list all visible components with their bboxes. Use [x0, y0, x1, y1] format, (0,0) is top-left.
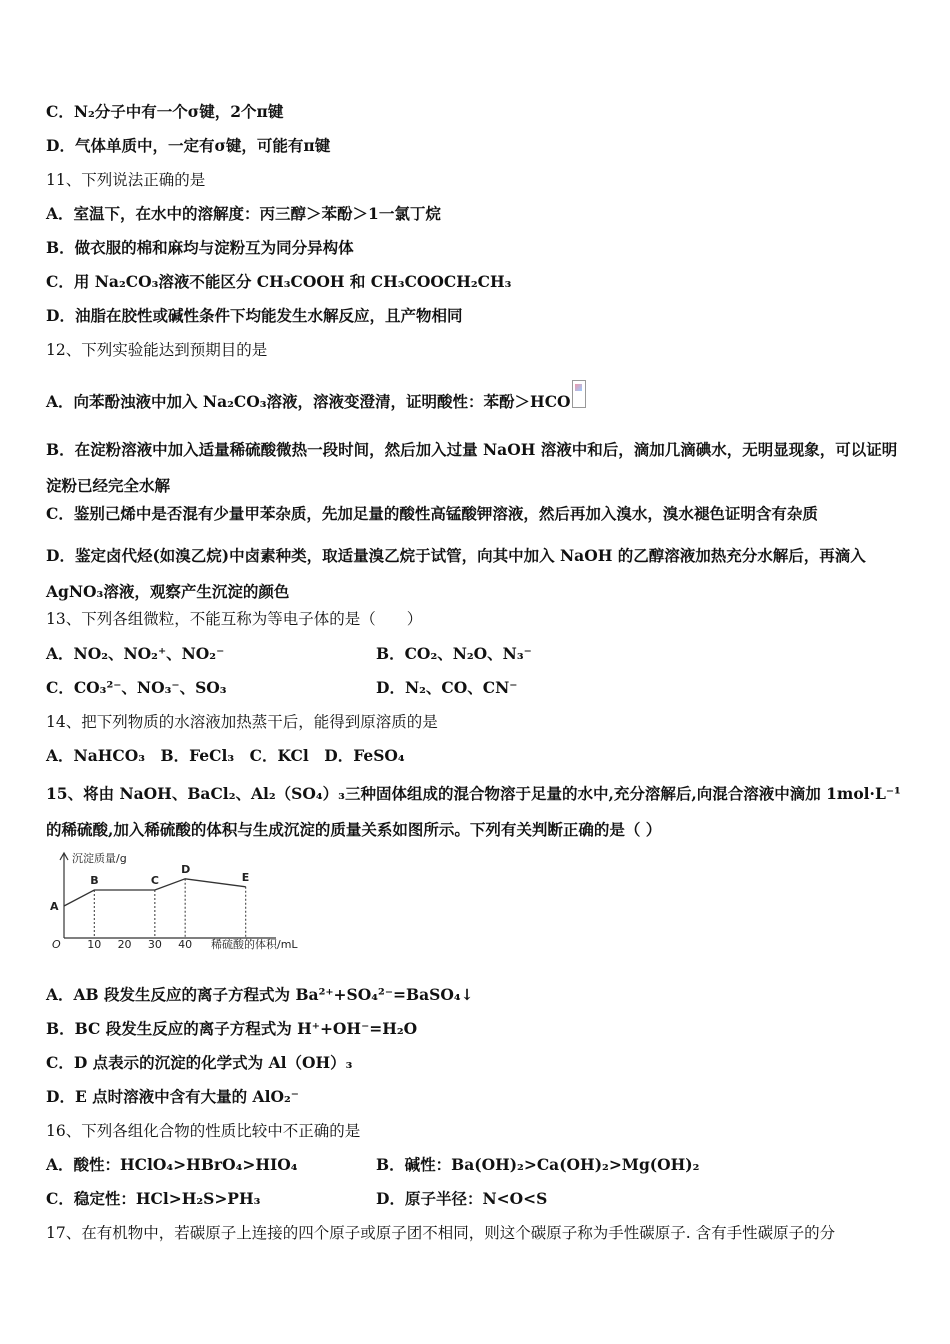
question-13: 13、下列各组微粒，不能互称为等电子体的是（ ）: [46, 610, 423, 628]
option-16a: A．酸性：HClO₄>HBrO₄>HIO₄: [46, 1155, 298, 1174]
x-tick-20: 20: [117, 938, 132, 951]
option-13a: A．NO₂、NO₂⁺、NO₂⁻: [46, 644, 225, 663]
y-axis-label: 沉淀质量/g: [72, 852, 127, 865]
x-tick-40: 40: [178, 938, 193, 951]
origin-label: O: [52, 938, 61, 951]
point-label-c: C: [150, 874, 159, 887]
option-11a: A．室温下，在水中的溶解度：丙三醇＞苯酚＞1一氯丁烷: [46, 204, 441, 223]
option-15d: D．E 点时溶液中含有大量的 AlO₂⁻: [46, 1087, 299, 1106]
point-label-a: A: [50, 900, 59, 913]
question-14: 14、把下列物质的水溶液加热蒸干后，能得到原溶质的是: [46, 713, 438, 731]
option-12b: B．在淀粉溶液中加入适量稀硫酸微热一段时间，然后加入过量 NaOH 溶液中和后，滴加几滴碘水，无明显现象，可以证明淀粉已经完全水解: [46, 440, 898, 495]
x-tick-10: 10: [87, 938, 102, 951]
options-14: A．NaHCO₃ B．FeCl₃ C．KCl D．FeSO₄: [46, 746, 405, 765]
option-13b: B．CO₂、N₂O、N₃⁻: [376, 644, 532, 663]
option-12a-text: A．向苯酚浊液中加入 Na₂CO₃溶液，溶液变澄清，证明酸性：苯酚＞HCO: [46, 392, 571, 411]
option-11c: C．用 Na₂CO₃溶液不能区分 CH₃COOH 和 CH₃COOCH₂CH₃: [46, 272, 512, 291]
option-12c: C．鉴别己烯中是否混有少量甲苯杂质，先加足量的酸性高锰酸钾溶液，然后再加入溴水，溴水褪色证明含有杂质: [46, 504, 818, 523]
point-label-e: E: [241, 870, 250, 884]
option-11b: B．做衣服的棉和麻均与淀粉互为同分异构体: [46, 238, 354, 257]
question-17: 17、在有机物中，若碳原子上连接的四个原子或原子团不相同，则这个碳原子称为手性碳原子. 含有手性碳原子的分: [46, 1224, 836, 1242]
option-16b: B．碱性：Ba(OH)₂>Ca(OH)₂>Mg(OH)₂: [376, 1155, 700, 1174]
broken-image-icon: [572, 380, 586, 408]
point-label-b: B: [90, 874, 99, 887]
option-12d: D．鉴定卤代烃(如溴乙烷)中卤素种类，取适量溴乙烷于试管，向其中加入 NaOH 的乙醇溶液加热充分水解后，再滴入 AgNO₃溶液，观察产生沉淀的颜色: [46, 546, 866, 601]
option-16d: D．原子半径：N<O<S: [376, 1189, 548, 1208]
x-tick-30: 30: [147, 938, 162, 951]
option-13d: D．N₂、CO、CN⁻: [376, 678, 518, 697]
question-16: 16、下列各组化合物的性质比较中不正确的是: [46, 1122, 361, 1140]
option-10c: C．N₂分子中有一个σ键，2个π键: [46, 102, 284, 121]
question-11: 11、下列说法正确的是: [46, 171, 206, 189]
option-11d: D．油脂在胶性或碱性条件下均能发生水解反应，且产物相同: [46, 306, 463, 325]
precipitate-chart: [46, 848, 346, 953]
question-12: 12、下列实验能达到预期目的是: [46, 341, 268, 359]
option-15a: A．AB 段发生反应的离子方程式为 Ba²⁺+SO₄²⁻=BaSO₄↓: [46, 985, 474, 1004]
option-10d: D．气体单质中，一定有σ键，可能有π键: [46, 136, 331, 155]
option-15b: B．BC 段发生反应的离子方程式为 H⁺+OH⁻=H₂O: [46, 1019, 418, 1038]
option-15c: C．D 点表示的沉淀的化学式为 Al（OH）₃: [46, 1053, 353, 1072]
point-label-d: D: [181, 862, 191, 876]
option-13c: C．CO₃²⁻、NO₃⁻、SO₃: [46, 678, 227, 697]
question-15: 15、将由 NaOH、BaCl₂、Al₂（SO₄）₃三种固体组成的混合物溶于足量的水中,充分溶解后,向混合溶液中滴加 1mol·L⁻¹的稀硫酸,加入稀硫酸的体积与生成沉淀的质量关系如图所示。下列有关判断正确的是（ ）: [46, 784, 901, 839]
x-axis-label: 稀硫酸的体积/mL: [211, 938, 298, 951]
option-16c: C．稳定性：HCl>H₂S>PH₃: [46, 1189, 261, 1208]
option-12a: [46, 384, 586, 412]
